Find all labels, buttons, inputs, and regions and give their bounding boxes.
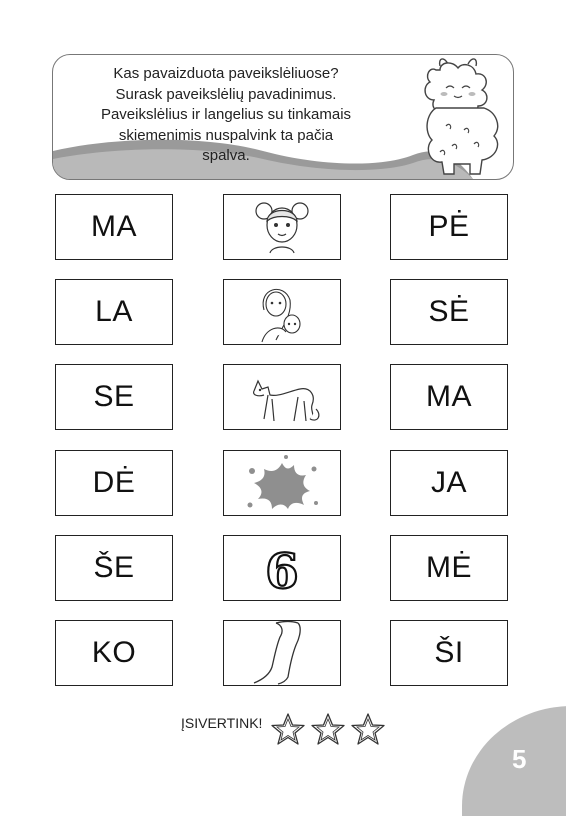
leg-icon bbox=[224, 621, 340, 685]
picture-box-six[interactable] bbox=[223, 535, 341, 601]
mother-child-icon bbox=[224, 280, 340, 344]
syllable-text: MA bbox=[91, 210, 137, 243]
syllable-text: ŠE bbox=[93, 551, 135, 584]
instruction-line: Surask paveikslėlių pavadinimus. bbox=[115, 85, 337, 103]
picture-box-fox[interactable] bbox=[223, 364, 341, 430]
syllable-box[interactable] bbox=[390, 535, 508, 601]
picture-box-mother[interactable] bbox=[223, 279, 341, 345]
syllable-box[interactable] bbox=[55, 450, 173, 516]
syllable-text: KO bbox=[91, 636, 137, 669]
syllable-box[interactable] bbox=[55, 279, 173, 345]
instruction-text bbox=[61, 64, 391, 167]
syllable-text: LA bbox=[95, 295, 133, 328]
syllable-text: ŠI bbox=[434, 636, 464, 669]
stain-icon bbox=[224, 451, 340, 515]
instruction-line: Kas pavaizduota paveikslėliuose? bbox=[113, 65, 339, 82]
syllable-box[interactable] bbox=[390, 194, 508, 260]
syllable-box[interactable] bbox=[390, 364, 508, 430]
syllable-text: JA bbox=[430, 466, 467, 499]
syllable-text: MĖ bbox=[426, 551, 472, 584]
number-six-icon bbox=[224, 536, 340, 600]
syllable-box[interactable] bbox=[55, 364, 173, 430]
picture-box-leg[interactable] bbox=[223, 620, 341, 686]
syllable-box[interactable] bbox=[55, 194, 173, 260]
picture-box-stain[interactable] bbox=[223, 450, 341, 516]
instruction-line: skiemenimis nuspalvink ta pačia bbox=[118, 126, 334, 144]
girl-icon bbox=[224, 195, 340, 259]
fox-icon bbox=[224, 365, 340, 429]
syllable-text: MA bbox=[426, 380, 472, 413]
instruction-line: spalva. bbox=[202, 147, 250, 164]
syllable-text: SE bbox=[93, 380, 135, 413]
syllable-text: PĖ bbox=[428, 210, 470, 243]
page-number: 5 bbox=[512, 744, 527, 774]
syllable-box[interactable] bbox=[390, 450, 508, 516]
self-assessment-label: ĮSIVERTINK! bbox=[181, 715, 263, 731]
syllable-box[interactable] bbox=[55, 620, 173, 686]
rating-stars bbox=[268, 710, 388, 750]
six-digit: 6 bbox=[265, 544, 299, 600]
syllable-box[interactable] bbox=[390, 620, 508, 686]
syllable-text: DĖ bbox=[92, 466, 136, 499]
syllable-box[interactable] bbox=[390, 279, 508, 345]
instruction-line: Paveikslėlius ir langelius su tinkamais bbox=[100, 106, 352, 123]
syllable-box[interactable] bbox=[55, 535, 173, 601]
picture-box-girl[interactable] bbox=[223, 194, 341, 260]
syllable-text: SĖ bbox=[428, 295, 470, 328]
llama-icon bbox=[416, 56, 508, 178]
